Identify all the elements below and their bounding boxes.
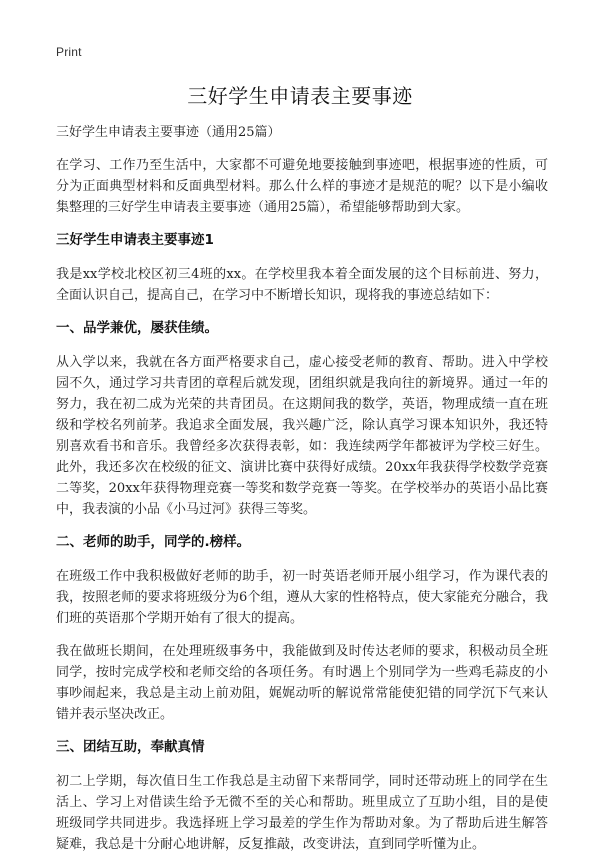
document-subtitle: 三好学生申请表主要事迹（通用25篇） <box>56 125 281 140</box>
body-paragraph: 我在做班长期间，在处理班级事务中，我能做到及时传达老师的要求，积极动员全班同学，按时完成学校和老师交给的各项任务。有时遇上个别同学为一些鸡毛蒜皮的小事吵闹起来，我总是主动上前劝阻，娓娓动听的解说常常能使犯错的同学沉下气来认错并表示坚决改正。 <box>56 644 548 722</box>
intro-paragraph: 在学习、工作乃至生活中，大家都不可避免地要接触到事迹吧，根据事迹的性质，可分为正面典型材料和反面典型材料。那么什么样的事迹才是规范的呢？以下是小编收集整理的三好学生申请表主要事迹（通用25篇），希望能够帮助到大家。 <box>56 158 548 215</box>
section-title: 三好学生申请表主要事迹1 <box>56 232 214 248</box>
page-title: 三好学生申请表主要事迹 <box>187 84 413 108</box>
print-label: Print <box>56 45 82 59</box>
part-heading: 一、品学兼优，屡获佳绩。 <box>56 320 218 336</box>
body-paragraph: 在班级工作中我积极做好老师的助手，初一时英语老师开展小组学习，作为课代表的我，按照老师的要求将班级分为6个组，遵从大家的性格特点，使大家能充分融合，我们班的英语那个学期开始有了很大的提高。 <box>56 569 548 626</box>
part-heading: 二、老师的助手，同学的.榜样。 <box>56 534 251 550</box>
part-heading: 三、团结互助，奉献真情 <box>56 739 205 755</box>
body-paragraph: 从入学以来，我就在各方面严格要求自己，虚心接受老师的教育、帮助。进入中学校园不久，通过学习共青团的章程后就发现，团组织就是我向往的新境界。通过一年的努力，我在初二成为光荣的共青团员。在这期间我的数学，英语，物理成绩一直在班级和学校名列前茅。我追求全面发展，我兴趣广泛，除认真学习课本知识外，我还特别喜欢看书和音乐。我曾经多次获得表彰，如：我连续两学年都被评为学校三好生。此外，我还多次在校级的征文、演讲比赛中获得好成绩。20xx年我获得学校数学竞赛二等奖，20xx年获得物理竞赛一等奖和数学竞赛一等奖。在学校举办的英语小品比赛中，我表演的小品《小马过河》获得三等奖。 <box>56 355 548 517</box>
section-intro-paragraph: 我是xx学校北校区初三4班的xx。在学校里我本着全面发展的这个目标前进、努力，全面认识自己，提高自己，在学习中不断增长知识，现将我的事迹总结如下： <box>56 267 548 303</box>
document-body <box>56 122 548 867</box>
body-paragraph: 初二上学期，每次值日生工作我总是主动留下来帮同学，同时还带动班上的同学在生活上、学习上对借读生给予无微不至的关心和帮助。班里成立了互助小组，目的是使班级同学共同进步。我选择班上学习最差的学生作为帮助对象。为了帮助后进生解答疑难，我总是十分耐心地讲解，反复推敲，改变讲法，直到同学听懂为止。 <box>56 774 548 852</box>
